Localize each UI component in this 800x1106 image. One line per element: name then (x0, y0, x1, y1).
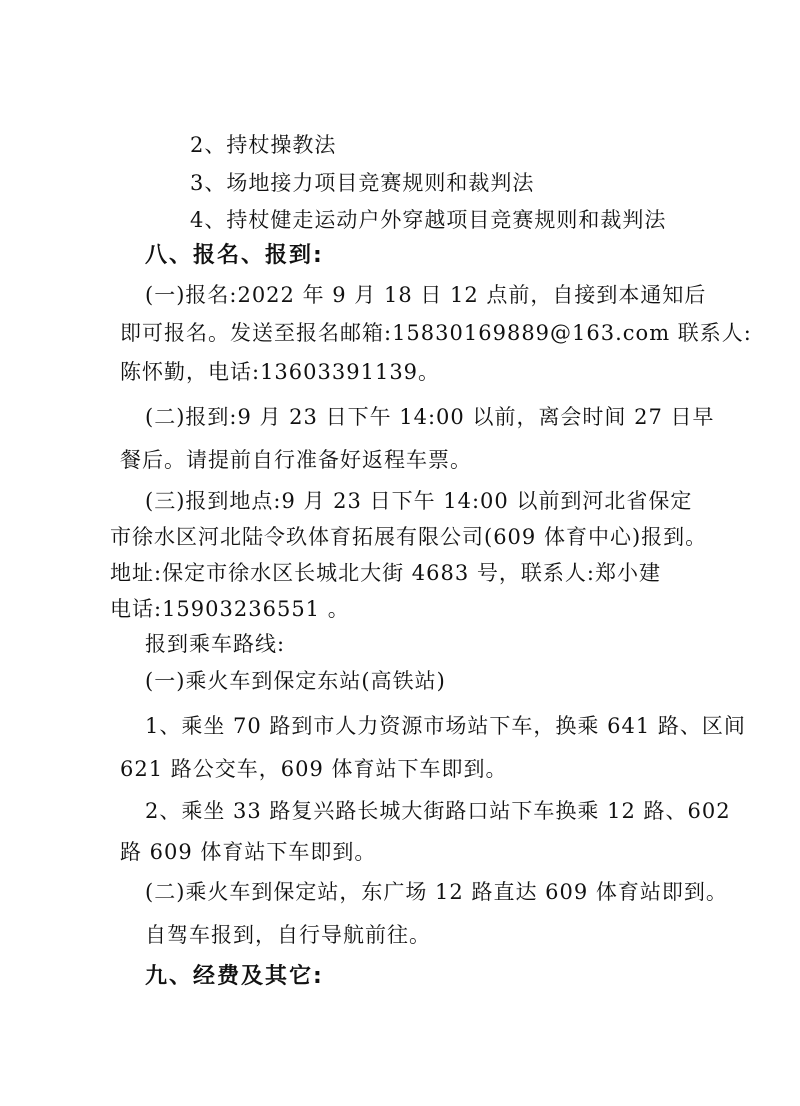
paragraph-line: 1、乘坐 70 路到市人力资源市场站下车，换乘 641 路、区间 (145, 714, 746, 738)
paragraph-line: 路 609 体育站下车即到。 (120, 840, 377, 864)
list-item: 2、持杖操教法 (190, 133, 337, 157)
paragraph-line: (一)报名:2022 年 9 月 18 日 12 点前，自接到本通知后 (145, 283, 707, 307)
paragraph-line: 2、乘坐 33 路复兴路长城大街路口站下车换乘 12 路、602 (145, 799, 731, 823)
paragraph-line: (二)报到:9 月 23 日下午 14:00 以前，离会时间 27 日早 (145, 405, 715, 429)
paragraph-line: (一)乘火车到保定东站(高铁站) (145, 669, 446, 693)
paragraph-line: 621 路公交车，609 体育站下车即到。 (120, 757, 508, 781)
list-item: 4、持杖健走运动户外穿越项目竞赛规则和裁判法 (190, 208, 667, 232)
paragraph-line: 自驾车报到，自行导航前往。 (145, 923, 431, 947)
paragraph-line: 即可报名。发送至报名邮箱:15830169889@163.com 联系人: (120, 321, 752, 345)
paragraph-line: 电话:15903236551 。 (110, 597, 350, 621)
paragraph-line: (三)报到地点:9 月 23 日下午 14:00 以前到河北省保定 (145, 489, 693, 513)
list-item: 3、场地接力项目竞赛规则和裁判法 (190, 171, 535, 195)
paragraph-line: 报到乘车路线: (145, 632, 286, 656)
paragraph-line: 市徐水区河北陆令玖体育拓展有限公司(609 体育中心)报到。 (110, 525, 708, 549)
section-heading: 八、报名、报到: (145, 243, 324, 268)
section-heading: 九、经费及其它: (145, 964, 324, 989)
paragraph-line: (二)乘火车到保定站，东广场 12 路直达 609 体育站即到。 (145, 880, 728, 904)
paragraph-line: 地址:保定市徐水区长城北大街 4683 号，联系人:郑小建 (110, 561, 661, 585)
paragraph-line: 陈怀勤，电话:13603391139。 (120, 360, 441, 384)
paragraph-line: 餐后。请提前自行准备好返程车票。 (120, 448, 472, 472)
